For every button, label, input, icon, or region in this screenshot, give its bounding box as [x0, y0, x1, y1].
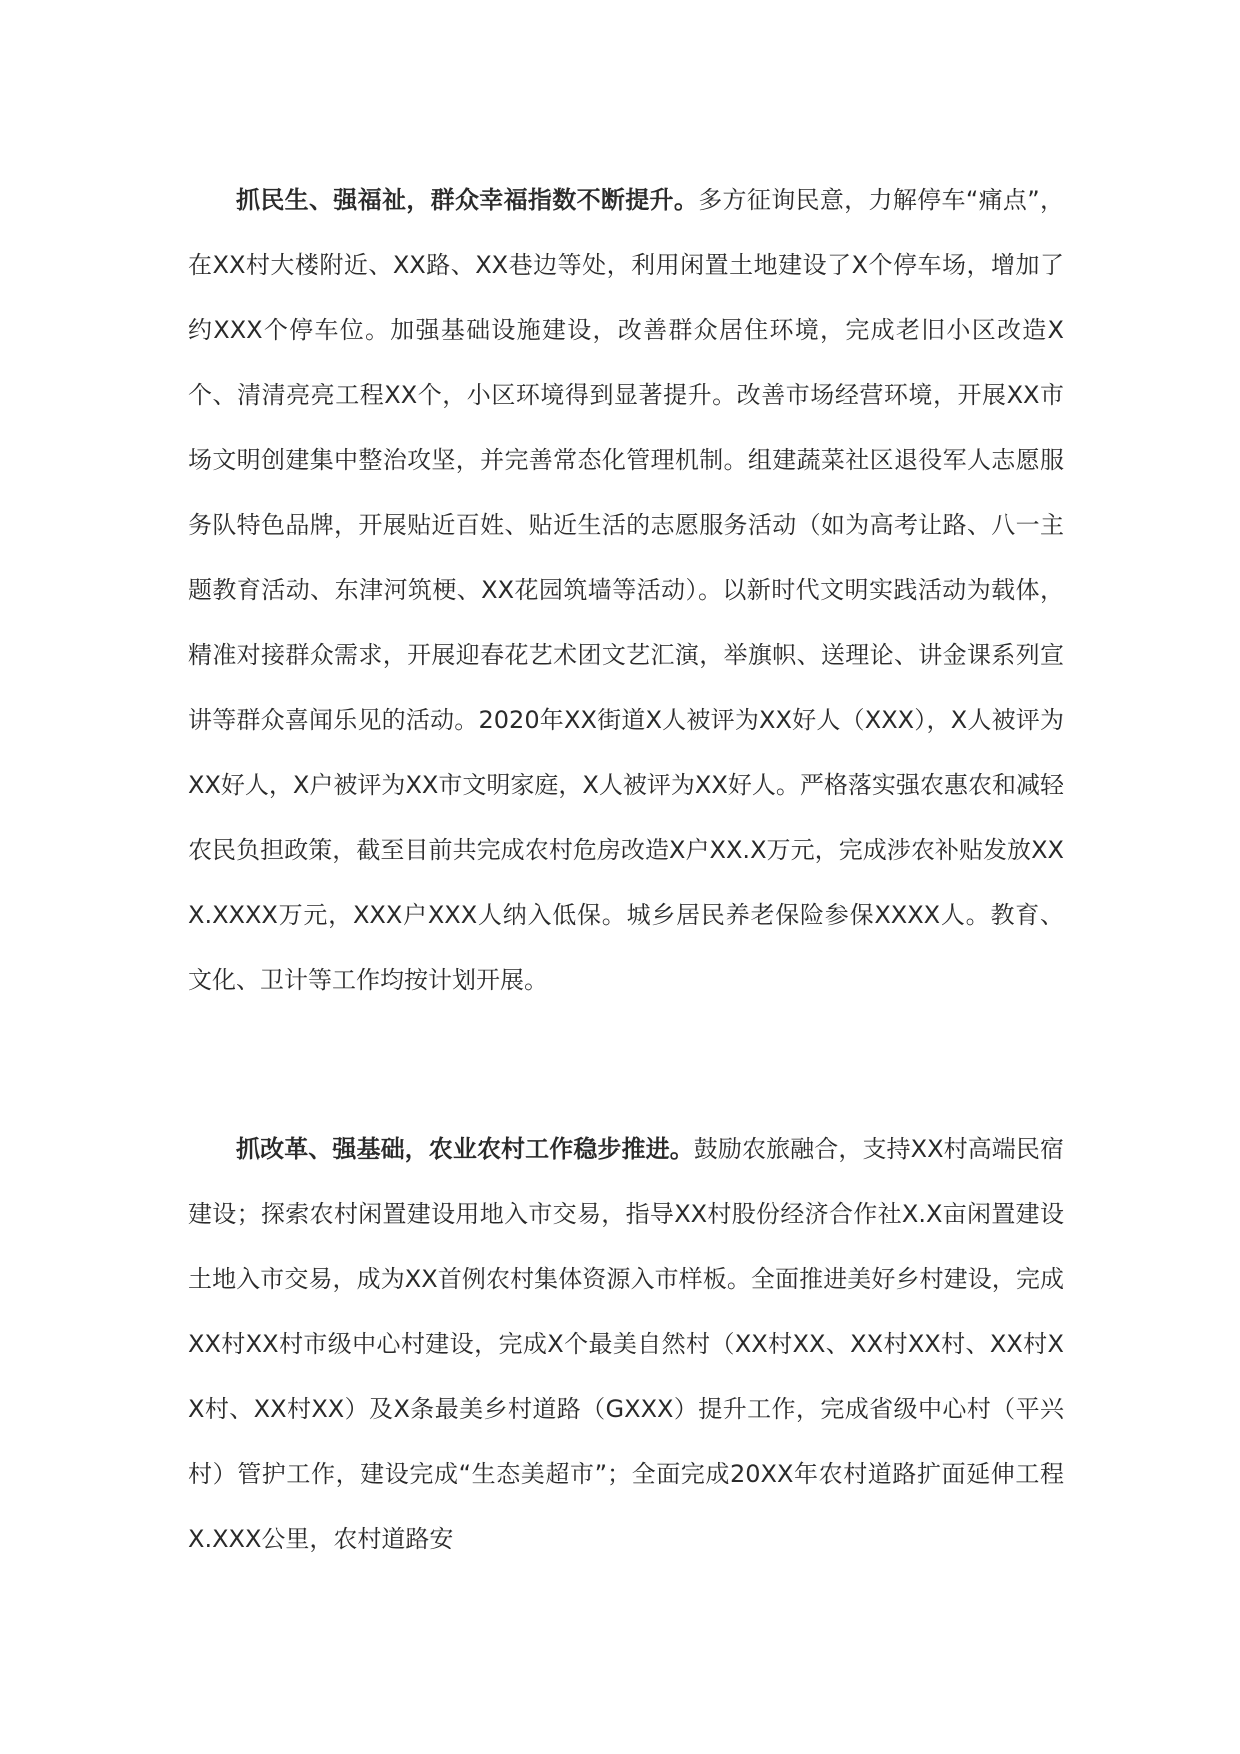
- paragraph-agriculture: [188, 1117, 1064, 1572]
- paragraph-livelihood: [188, 168, 1064, 1013]
- paragraph-heading: 抓民生、强福祉，群众幸福指数不断提升。: [236, 186, 699, 214]
- paragraph-heading: 抓改革、强基础，农业农村工作稳步推进。: [236, 1135, 694, 1163]
- paragraph-text: 鼓励农旅融合，支持XX村高端民宿建设；探索农村闲置建设用地入市交易，指导XX村股份经济合作社X.X亩闲置建设土地入市交易，成为XX首例农村集体资源入市样板。全面推进美好乡村建设，完成XX村XX村市级中心村建设，完成X个最美自然村（XX村XX、XX村XX村、XX村XX村、XX村XX）及X条最美乡村道路（GXXX）提升工作，完成省级中心村（平兴村）管护工作，建设完成“生态美超市”；全面完成20XX年农村道路扩面延伸工程X.XXX公里，农村道路安: [188, 1135, 1064, 1553]
- paragraph-text: 多方征询民意，力解停车“痛点”，在XX村大楼附近、XX路、XX巷边等处，利用闲置土地建设了X个停车场，增加了约XXX个停车位。加强基础设施建设，改善群众居住环境，完成老旧小区改造X个、清清亮亮工程XX个，小区环境得到显著提升。改善市场经营环境，开展XX市场文明创建集中整治攻坚，并完善常态化管理机制。组建蔬菜社区退役军人志愿服务队特色品牌，开展贴近百姓、贴近生活的志愿服务活动（如为高考让路、八一主题教育活动、东津河筑梗、XX花园筑墙等活动）。以新时代文明实践活动为载体，精准对接群众需求，开展迎春花艺术团文艺汇演，举旗帜、送理论、讲金课系列宣讲等群众喜闻乐见的活动。2020年XX街道X人被评为XX好人（XXX），X人被评为XX好人，X户被评为XX市文明家庭，X人被评为XX好人。严格落实强农惠农和减轻农民负担政策，截至目前共完成农村危房改造X户XX.X万元，完成涉农补贴发放XXX.XXXX万元，XXX户XXX人纳入低保。城乡居民养老保险参保XXXX人。教育、文化、卫计等工作均按计划开展。: [188, 186, 1064, 994]
- document-body: [188, 168, 1064, 1553]
